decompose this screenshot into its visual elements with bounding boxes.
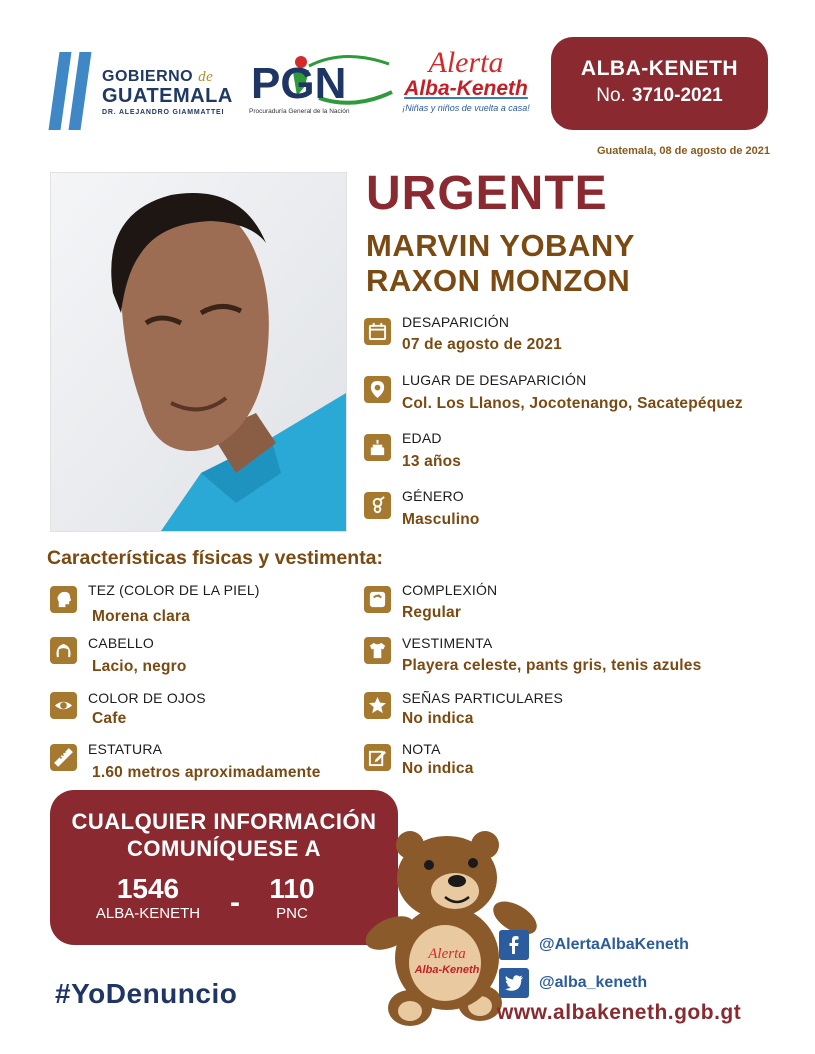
hashtag: #YoDenuncio [55, 978, 238, 1009]
gender-value: Masculino [402, 511, 480, 528]
build-label: COMPLEXIÓN [402, 582, 498, 598]
missing-person-photo [51, 173, 346, 531]
disappearance-date-label: DESAPARICIÓN [402, 314, 510, 330]
note-label: NOTA [402, 741, 441, 757]
clothing-label: VESTIMENTA [402, 635, 493, 651]
eye-color-label: COLOR DE OJOS [88, 690, 206, 706]
person-name-line2: RAXON MONZON [366, 263, 631, 298]
ruler-icon [50, 744, 77, 771]
star-icon [364, 692, 391, 719]
build-value: Regular [402, 604, 462, 621]
website-link[interactable]: www.albakeneth.gob.gt [497, 1001, 742, 1024]
alba-keneth-phone[interactable] [78, 874, 218, 922]
alba-keneth-phone-number: 1546 [116, 873, 180, 904]
location-pin-icon [364, 376, 391, 403]
ak-logo-tagline: ¡Niñas y niños de vuelta a casa! [402, 103, 530, 113]
gobierno-guatemala-logo [50, 50, 235, 132]
gov-logo-line3: DR. ALEJANDRO GIAMMATTEI [102, 109, 225, 116]
eye-icon [50, 692, 77, 719]
characteristics-title: Características físicas y vestimenta: [47, 547, 384, 569]
contact-line1: CUALQUIER INFORMACIÓN [71, 809, 377, 834]
hair-label: CABELLO [88, 635, 154, 651]
alert-number-prefix: No. [596, 85, 626, 106]
contact-line2: COMUNÍQUESE A [127, 836, 321, 861]
age-label: EDAD [402, 430, 442, 446]
scale-icon [364, 586, 391, 613]
gender-label: GÉNERO [402, 488, 464, 504]
bear-badge-line2: Alba-Keneth [414, 964, 480, 976]
skin-tone-value: Morena clara [92, 608, 191, 625]
alba-keneth-phone-label: ALBA-KENETH [95, 905, 201, 922]
gov-logo-line1: GOBIERNO [102, 68, 194, 85]
pgn-caption: Procuraduría General de la Nación [249, 108, 350, 115]
twitter-icon [499, 968, 529, 998]
height-value: 1.60 metros aproximadamente [92, 764, 321, 781]
tshirt-icon [364, 637, 391, 664]
disappearance-date-value: 07 de agosto de 2021 [402, 336, 562, 353]
distinguishing-marks-value: No indica [402, 710, 474, 727]
person-photo-illustration [51, 173, 346, 531]
eye-color-value: Cafe [92, 710, 127, 727]
disappearance-place-label: LUGAR DE DESAPARICIÓN [402, 372, 587, 388]
pnc-phone-number: 110 [269, 873, 315, 904]
phone-separator: - [230, 886, 240, 919]
facebook-handle: @AlertaAlbaKeneth [539, 936, 689, 953]
person-name [366, 228, 635, 298]
alert-number: 3710-2021 [631, 85, 723, 106]
gov-logo-line2: GUATEMALA [102, 85, 233, 107]
disappearance-place-value: Col. Los Llanos, Jocotenango, Sacatepéquez [402, 395, 743, 412]
contact-info-box [50, 790, 398, 945]
ak-logo-line2: Alba-Keneth [404, 77, 528, 100]
pgn-mark-text: PGN [251, 59, 347, 108]
note-edit-icon [364, 744, 391, 771]
bulletin-date: Guatemala, 08 de agosto de 2021 [596, 145, 770, 157]
gov-logo-de: de [198, 69, 214, 85]
hair-value: Lacio, negro [92, 658, 187, 675]
alert-box-title: ALBA-KENETH [580, 57, 739, 80]
age-value: 13 años [402, 453, 462, 470]
distinguishing-marks-label: SEÑAS PARTICULARES [402, 690, 564, 706]
pgn-logo [245, 48, 395, 128]
bear-badge-line1: Alerta [428, 946, 466, 962]
gender-icon [364, 492, 391, 519]
pnc-phone[interactable] [222, 874, 362, 922]
hair-icon [50, 637, 77, 664]
pnc-phone-label: PNC [276, 905, 308, 922]
clothing-value: Playera celeste, pants gris, tenis azules [402, 657, 702, 674]
height-label: ESTATURA [88, 741, 163, 757]
birthday-cake-icon [364, 434, 391, 461]
ak-logo-line1: Alerta [428, 46, 504, 79]
note-value: No indica [402, 760, 474, 777]
pgn-emblem-icon [249, 52, 394, 110]
skin-tone-label: TEZ (COLOR DE LA PIEL) [88, 582, 260, 598]
alert-number-box [551, 37, 768, 130]
head-profile-icon [50, 586, 77, 613]
urgent-headline: URGENTE [366, 167, 608, 220]
guatemala-flag-bars-icon [50, 52, 94, 130]
alerta-alba-keneth-logo [397, 48, 535, 120]
twitter-handle: @alba_keneth [539, 974, 648, 991]
calendar-icon [364, 318, 391, 345]
facebook-icon [499, 930, 529, 960]
person-name-line1: MARVIN YOBANY [366, 228, 635, 263]
